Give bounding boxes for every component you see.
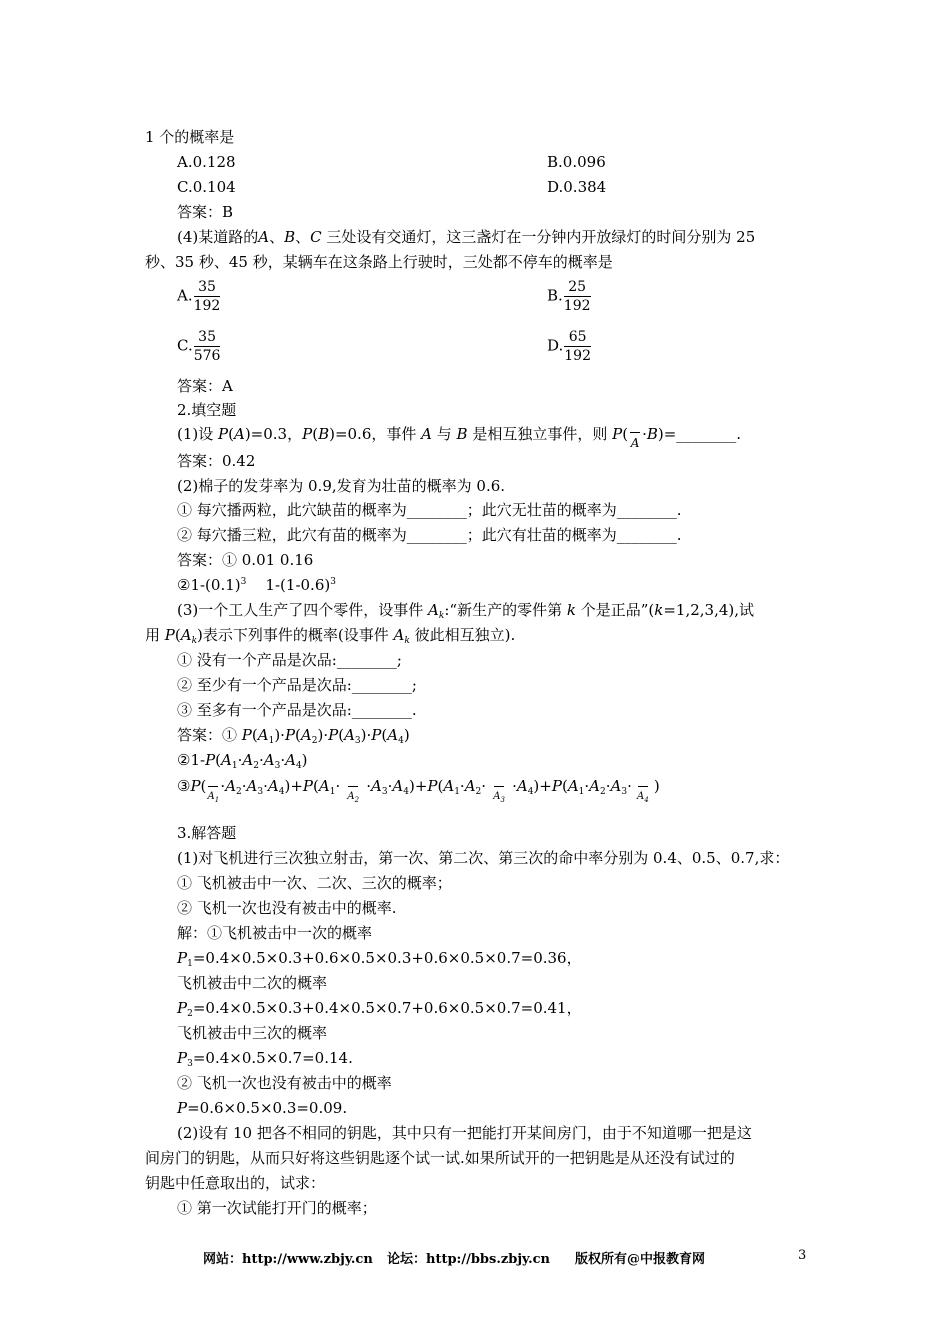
footer-forum-link[interactable]: 论坛：http://bbs.zbjy.cn bbox=[387, 1252, 551, 1267]
answer-line: 答案：0.42 bbox=[177, 452, 256, 470]
question-4-line-1: (4)某道路的A、B、C 三处设有交通灯，这三盏灯在一分钟内开放绿灯的时间分别为 25 bbox=[177, 228, 756, 246]
solution-question-2-line-3: 钥匙中任意取出的，试求： bbox=[145, 1174, 326, 1192]
answer-line: 答案：A bbox=[177, 377, 233, 395]
option-b: B.0.096 bbox=[547, 153, 606, 171]
solution-formula-p: P=0.6×0.5×0.3=0.09. bbox=[177, 1099, 348, 1117]
section-heading-fill-in: 2.填空题 bbox=[177, 401, 237, 419]
fill-question-3-part-1: ① 没有一个产品是次品:________; bbox=[177, 651, 402, 669]
solution-question-1-part-1: ① 飞机被击中一次、二次、三次的概率； bbox=[177, 874, 452, 892]
solution-text: 解：①飞机被击中一次的概率 bbox=[177, 924, 373, 942]
fill-question-3-line-1: (3)一个工人生产了四个零件，设事件 $A_k:“$新生产的零件第 k 个是正品”(k=1,2,3,4),试 bbox=[177, 601, 754, 621]
text-line: 1 个的概率是 bbox=[145, 128, 235, 146]
fill-question-3-part-2: ② 至少有一个产品是次品:________; bbox=[177, 676, 417, 694]
solution-formula-p3: $P_3=0.4\times 0.5\times 0.7=0.14$. bbox=[177, 1049, 353, 1069]
fill-question-3-part-3: ③ 至多有一个产品是次品:________. bbox=[177, 701, 417, 719]
answer-formula-2: $②1-P(A_1\cdot A_2\cdot A_3\cdot A_4)$ bbox=[177, 751, 308, 771]
solution-text: 飞机被击中二次的概率 bbox=[177, 974, 328, 992]
solution-formula-p2: $P_2=0.4\times 0.5\times 0.3+0.4\times 0.5\times 0.7+0.6\times 0.5\times 0.7=0.41$， bbox=[177, 999, 582, 1019]
question-4-line-2: 秒、35 秒、45 秒，某辆车在这条路上行驶时，三处都不停车的概率是 bbox=[145, 253, 613, 271]
answer-formula-3: $③P(A_1\cdot A_2\cdot A_3\cdot A_4)+P(A_1\cdot A_2\cdot A_3\cdot A_4)+P(A_1\cdot A_2\cdot A_3\cdot A_4)+P(A_1\cdot A_2\cdot A_3\cdot A_4)$ bbox=[177, 776, 660, 807]
answer-line: 答案：① 0.01 0.16 bbox=[177, 551, 314, 569]
option-a: A.0.128 bbox=[177, 153, 236, 171]
fraction-option-a: A. $\frac{35}{192}$ bbox=[177, 279, 221, 314]
footer-copyright: 版权所有@中报教育网 bbox=[575, 1252, 706, 1267]
solution-formula-p1: $P_1=0.4\times 0.5\times 0.3+0.6\times 0.5\times 0.3+0.6\times 0.5\times 0.7=0.36$， bbox=[177, 949, 582, 969]
fill-question-3-line-2: 用 $P(A_k)$表示下列事件的概率(设事件 $A_k$ 彼此相互独立). bbox=[145, 626, 516, 646]
solution-text: 飞机被击中三次的概率 bbox=[177, 1024, 328, 1042]
fraction-option-d: D. $\frac{65}{192}$ bbox=[547, 329, 591, 364]
fill-question-1: (1)设 P(A)=0.3，P(B)=0.6，事件 A 与 B 是相互独立事件，则 P( A ·B)=________. bbox=[177, 424, 741, 453]
section-heading-solutions: 3.解答题 bbox=[177, 824, 237, 842]
solution-question-1-part-2: ② 飞机一次也没有被击中的概率. bbox=[177, 899, 397, 917]
fill-question-2: (2)棉子的发芽率为 0.9,发育为壮苗的概率为 0.6. bbox=[177, 477, 506, 495]
solution-question-2-part-1: ① 第一次试能打开门的概率； bbox=[177, 1199, 377, 1217]
answer-line: 答案：B bbox=[177, 203, 234, 221]
fill-question-2-part-1: ① 每穴播两粒，此穴缺苗的概率为________；此穴无壮苗的概率为________. bbox=[177, 501, 682, 519]
solution-question-2-line-1: (2)设有 10 把各不相同的钥匙，其中只有一把能打开某间房门，由于不知道哪一把是这 bbox=[177, 1124, 752, 1142]
answer-formula-1: 答案：① $P(A_1)\cdot P(A_2)\cdot P(A_3)\cdot P(A_4)$ bbox=[177, 726, 410, 746]
fill-question-2-part-2: ② 每穴播三粒，此穴有苗的概率为________；此穴有壮苗的概率为________. bbox=[177, 526, 682, 544]
option-c: C.0.104 bbox=[177, 178, 236, 196]
answer-line-2: $②1-(0.1)^3$ $1-(1-0.6)^3$ bbox=[177, 576, 336, 594]
solution-question-2-line-2: 间房门的钥匙，从而只好将这些钥匙逐个试一试.如果所试开的一把钥匙是从还没有试过的 bbox=[145, 1149, 735, 1167]
solution-text: ② 飞机一次也没有被击中的概率 bbox=[177, 1074, 392, 1092]
footer-website-link[interactable]: 网站：http://www.zbjy.cn bbox=[203, 1252, 373, 1267]
solution-question-1: (1)对飞机进行三次独立射击，第一次、第二次、第三次的命中率分别为 0.4、0.5、0.7,求： bbox=[177, 849, 790, 867]
fraction-option-b: B. $\frac{25}{192}$ bbox=[547, 279, 591, 314]
page-number: 3 bbox=[798, 1248, 807, 1263]
fraction-option-c: C. $\frac{35}{576}$ bbox=[177, 329, 221, 364]
option-d: D.0.384 bbox=[547, 178, 607, 196]
